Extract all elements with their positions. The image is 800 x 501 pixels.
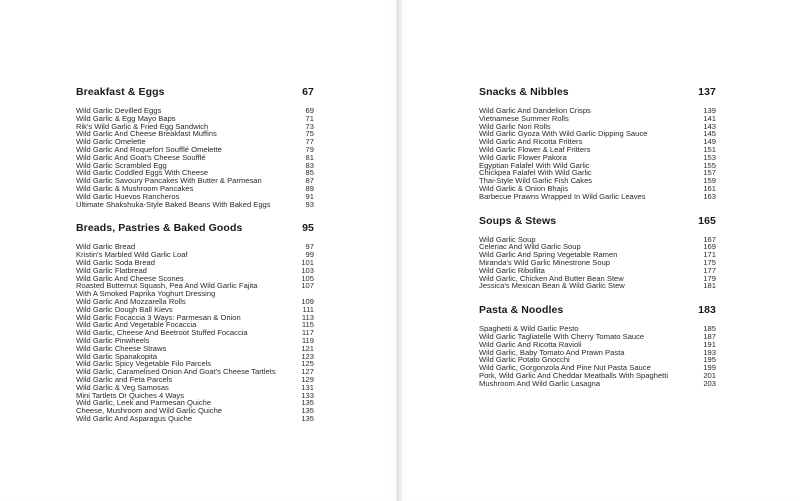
recipe-page-number: 133 bbox=[301, 390, 314, 400]
recipe-page-number: 99 bbox=[305, 250, 314, 260]
recipe-page-number: 163 bbox=[703, 191, 716, 201]
recipe-page-number: 105 bbox=[301, 273, 314, 283]
recipe-page-number: 81 bbox=[305, 152, 314, 162]
recipe-title: Wild Garlic & Veg Samosas bbox=[76, 382, 169, 392]
section-breakfast-and-eggs bbox=[76, 86, 314, 208]
recipe-title: Pork, Wild Garlic And Cheddar Meatballs With Spaghetti bbox=[479, 370, 669, 380]
recipe-title: Wild Garlic And Goat's Cheese Soufflé bbox=[76, 152, 206, 162]
recipe-page-number: 83 bbox=[305, 160, 314, 170]
recipe-page-number: 107 bbox=[301, 281, 314, 291]
recipe-list bbox=[479, 107, 716, 201]
recipe-title: Wild Garlic And Roquefort Soufflé Omelette bbox=[76, 144, 222, 154]
recipe-title: Jessica's Mexican Bean & Wild Garlic Stew bbox=[479, 281, 625, 291]
recipe-title: Egyptian Falafel With Wild Garlic bbox=[479, 160, 590, 170]
recipe-title: Wild Garlic Soda Bread bbox=[76, 257, 155, 267]
recipe-title: Wild Garlic & Mushroom Pancakes bbox=[76, 183, 194, 193]
recipe-title: Wild Garlic Omelette bbox=[76, 137, 146, 147]
recipe-title: Wild Garlic Flower Pakora bbox=[479, 152, 567, 162]
recipe-page-number: 109 bbox=[301, 296, 314, 306]
recipe-page-number: 141 bbox=[703, 113, 716, 123]
recipe-page-number: 151 bbox=[703, 144, 716, 154]
recipe-title: Wild Garlic Cheese Straws bbox=[76, 343, 167, 353]
recipe-entry[interactable] bbox=[76, 201, 314, 209]
recipe-title: Wild Garlic Scrambled Egg bbox=[76, 160, 167, 170]
recipe-page-number: 73 bbox=[305, 121, 314, 131]
recipe-page-number: 193 bbox=[703, 347, 716, 357]
recipe-page-number: 121 bbox=[301, 343, 314, 353]
section-heading bbox=[76, 86, 314, 98]
recipe-page-number: 115 bbox=[301, 320, 314, 330]
section-heading bbox=[76, 222, 314, 234]
recipe-title: Wild Garlic, Chicken And Butter Bean Stew bbox=[479, 273, 624, 283]
recipe-page-number: 79 bbox=[305, 144, 314, 154]
recipe-page-number: 179 bbox=[703, 273, 716, 283]
recipe-entry[interactable] bbox=[76, 282, 314, 298]
recipe-title: Wild Garlic, Leek and Parmesan Quiche bbox=[76, 398, 212, 408]
section-breads-pastries-and-baked-goods bbox=[76, 222, 314, 422]
recipe-page-number: 159 bbox=[703, 176, 716, 186]
recipe-title: Wild Garlic And Vegetable Focaccia bbox=[76, 320, 197, 330]
recipe-page-number: 195 bbox=[703, 355, 716, 365]
section-snacks-and-nibbles bbox=[479, 86, 716, 201]
recipe-page-number: 91 bbox=[305, 191, 314, 201]
recipe-title: Wild Garlic Bread bbox=[76, 242, 136, 252]
recipe-title: Wild Garlic And Dandelion Crisps bbox=[479, 106, 591, 115]
recipe-page-number: 103 bbox=[301, 265, 314, 275]
recipe-page-number: 177 bbox=[703, 265, 716, 275]
recipe-page-number: 169 bbox=[703, 242, 716, 252]
recipe-page-number: 135 bbox=[301, 406, 314, 416]
recipe-title: Chickpea Falafel With Wild Garlic bbox=[479, 168, 592, 178]
recipe-title: Kristin's Marbled Wild Garlic Loaf bbox=[76, 250, 188, 260]
recipe-page-number: 157 bbox=[703, 168, 716, 178]
recipe-title: Wild Garlic Flatbread bbox=[76, 265, 147, 275]
recipe-title: Wild Garlic, Baby Tomato And Prawn Pasta bbox=[479, 347, 625, 357]
recipe-title: Wild Garlic Dough Ball Kievs bbox=[76, 304, 173, 314]
recipe-list bbox=[76, 243, 314, 422]
recipe-title: Wild Garlic Tagliatelle With Cherry Tomato Sauce bbox=[479, 331, 645, 341]
recipe-title: Miranda's Wild Garlic Minestrone Soup bbox=[479, 257, 611, 267]
recipe-title: Roasted Butternut Squash, Pea And Wild Garlic Fajita With A Smoked Paprika Yoghurt Dressing bbox=[76, 281, 258, 299]
recipe-title: Wild Garlic Soup bbox=[479, 234, 536, 244]
recipe-page-number: 175 bbox=[703, 257, 716, 267]
recipe-title: Wild Garlic And Ricotta Ravioli bbox=[479, 339, 582, 349]
recipe-title: Wild Garlic Pinwheels bbox=[76, 335, 150, 345]
recipe-page-number: 69 bbox=[305, 106, 314, 115]
recipe-title: Mini Tartlets Or Quiches 4 Ways bbox=[76, 390, 185, 400]
recipe-page-number: 111 bbox=[302, 304, 314, 314]
recipe-title: Wild Garlic Huevos Rancheros bbox=[76, 191, 180, 201]
recipe-page-number: 145 bbox=[703, 129, 716, 139]
recipe-title: Wild Garlic Spanakopita bbox=[76, 351, 158, 361]
recipe-title: Wild Garlic Flower & Leaf Fritters bbox=[479, 144, 591, 154]
section-page-number: 137 bbox=[698, 86, 716, 98]
recipe-page-number: 161 bbox=[703, 183, 716, 193]
recipe-page-number: 127 bbox=[301, 367, 314, 377]
recipe-title: Mushroom And Wild Garlic Lasagna bbox=[479, 378, 601, 388]
recipe-page-number: 135 bbox=[301, 398, 314, 408]
recipe-page-number: 201 bbox=[703, 370, 716, 380]
recipe-entry[interactable] bbox=[479, 380, 716, 388]
recipe-page-number: 139 bbox=[703, 106, 716, 115]
recipe-title: Wild Garlic And Mozzarella Rolls bbox=[76, 296, 186, 306]
recipe-page-number: 101 bbox=[301, 257, 314, 267]
recipe-title: Wild Garlic Focaccia 3 Ways: Parmesan & Onion bbox=[76, 312, 241, 322]
recipe-page-number: 155 bbox=[703, 160, 716, 170]
recipe-title: Wild Garlic Nori Rolls bbox=[479, 121, 551, 131]
right-contents-column bbox=[479, 85, 716, 402]
recipe-title: Wild Garlic Devilled Eggs bbox=[76, 106, 162, 115]
recipe-title: Wild Garlic, Caramelised Onion And Goat's Cheese Tartlets bbox=[76, 367, 276, 377]
section-title: Soups & Stews bbox=[479, 214, 557, 227]
recipe-title: Wild Garlic, Cheese And Beetroot Stuffed Focaccia bbox=[76, 328, 248, 338]
section-pasta-and-noodles bbox=[479, 304, 716, 387]
recipe-title: Spaghetti & Wild Garlic Pesto bbox=[479, 324, 579, 334]
recipe-title: Wild Garlic Coddled Eggs With Cheese bbox=[76, 168, 209, 178]
section-page-number: 67 bbox=[302, 86, 314, 98]
recipe-title: Ultimate Shakshuka-Style Baked Beans With Baked Eggs bbox=[76, 199, 271, 209]
recipe-list bbox=[479, 325, 716, 387]
recipe-page-number: 87 bbox=[305, 176, 314, 186]
recipe-title: Wild Garlic & Onion Bhajis bbox=[479, 183, 569, 193]
recipe-entry[interactable] bbox=[479, 282, 716, 290]
recipe-title: Rik's Wild Garlic & Fried Egg Sandwich bbox=[76, 121, 209, 131]
recipe-page-number: 153 bbox=[703, 152, 716, 162]
recipe-page-number: 125 bbox=[301, 359, 314, 369]
recipe-page-number: 93 bbox=[305, 199, 314, 209]
recipe-page-number: 97 bbox=[305, 242, 314, 252]
section-page-number: 95 bbox=[302, 222, 314, 235]
recipe-page-number: 149 bbox=[703, 137, 716, 147]
recipe-page-number: 181 bbox=[703, 281, 716, 291]
recipe-page-number: 71 bbox=[305, 113, 314, 123]
recipe-page-number: 171 bbox=[703, 250, 716, 260]
section-title: Breakfast & Eggs bbox=[76, 86, 165, 98]
section-title: Snacks & Nibbles bbox=[479, 86, 569, 98]
recipe-page-number: 129 bbox=[301, 374, 314, 384]
recipe-title: Vietnamese Summer Rolls bbox=[479, 113, 569, 123]
recipe-page-number: 191 bbox=[703, 339, 716, 349]
recipe-entry[interactable] bbox=[479, 193, 716, 201]
recipe-page-number: 167 bbox=[703, 234, 716, 244]
left-page bbox=[0, 0, 398, 501]
recipe-title: Wild Garlic And Asparagus Quiche bbox=[76, 413, 193, 423]
recipe-title: Wild Garlic And Cheese Breakfast Muffins bbox=[76, 129, 217, 139]
recipe-title: Wild Garlic Savoury Pancakes With Butter & Parmesan bbox=[76, 176, 262, 186]
recipe-page-number: 117 bbox=[301, 328, 314, 338]
recipe-entry[interactable] bbox=[76, 415, 314, 423]
recipe-page-number: 89 bbox=[305, 183, 314, 193]
recipe-title: Wild Garlic And Cheese Scones bbox=[76, 273, 184, 283]
section-page-number: 165 bbox=[698, 214, 716, 227]
section-heading bbox=[479, 86, 716, 98]
recipe-title: Wild Garlic and Feta Parcels bbox=[76, 374, 173, 384]
recipe-page-number: 185 bbox=[703, 324, 716, 334]
recipe-list bbox=[76, 107, 314, 208]
recipe-page-number: 203 bbox=[703, 378, 716, 388]
left-contents-column bbox=[76, 85, 314, 437]
section-heading bbox=[479, 215, 716, 227]
recipe-list bbox=[479, 236, 716, 291]
recipe-title: Wild Garlic Gyoza With Wild Garlic Dipping Sauce bbox=[479, 129, 648, 139]
recipe-page-number: 135 bbox=[301, 413, 314, 423]
recipe-page-number: 131 bbox=[301, 382, 314, 392]
recipe-title: Thai-Style Wild Garlic Fish Cakes bbox=[479, 176, 593, 186]
section-page-number: 183 bbox=[698, 304, 716, 317]
recipe-title: Celeriac And Wild Garlic Soup bbox=[479, 242, 581, 252]
recipe-title: Wild Garlic & Egg Mayo Baps bbox=[76, 113, 176, 123]
recipe-title: Cheese, Mushroom and Wild Garlic Quiche bbox=[76, 406, 223, 416]
recipe-title: Wild Garlic Ribollita bbox=[479, 265, 545, 275]
recipe-title: Wild Garlic And Ricotta Fritters bbox=[479, 137, 583, 147]
recipe-page-number: 123 bbox=[301, 351, 314, 361]
recipe-page-number: 77 bbox=[305, 137, 314, 147]
section-heading bbox=[479, 304, 716, 316]
recipe-page-number: 199 bbox=[703, 363, 716, 373]
section-title: Pasta & Noodles bbox=[479, 304, 564, 317]
section-title: Breads, Pastries & Baked Goods bbox=[76, 222, 243, 235]
recipe-title: Wild Garlic, Gorgonzola And Pine Nut Pasta Sauce bbox=[479, 363, 651, 373]
recipe-page-number: 119 bbox=[301, 335, 314, 345]
recipe-title: Wild Garlic Spicy Vegetable Filo Parcels bbox=[76, 359, 212, 369]
recipe-page-number: 85 bbox=[305, 168, 314, 178]
recipe-title: Barbecue Prawns Wrapped In Wild Garlic Leaves bbox=[479, 191, 646, 201]
recipe-page-number: 75 bbox=[305, 129, 314, 139]
recipe-title: Wild Garlic Potato Gnocchi bbox=[479, 355, 570, 365]
recipe-page-number: 113 bbox=[301, 312, 314, 322]
recipe-page-number: 143 bbox=[703, 121, 716, 131]
right-page bbox=[401, 0, 800, 501]
section-soups-and-stews bbox=[479, 215, 716, 291]
recipe-title: Wild Garlic And Spring Vegetable Ramen bbox=[479, 250, 618, 260]
recipe-page-number: 187 bbox=[703, 331, 716, 341]
